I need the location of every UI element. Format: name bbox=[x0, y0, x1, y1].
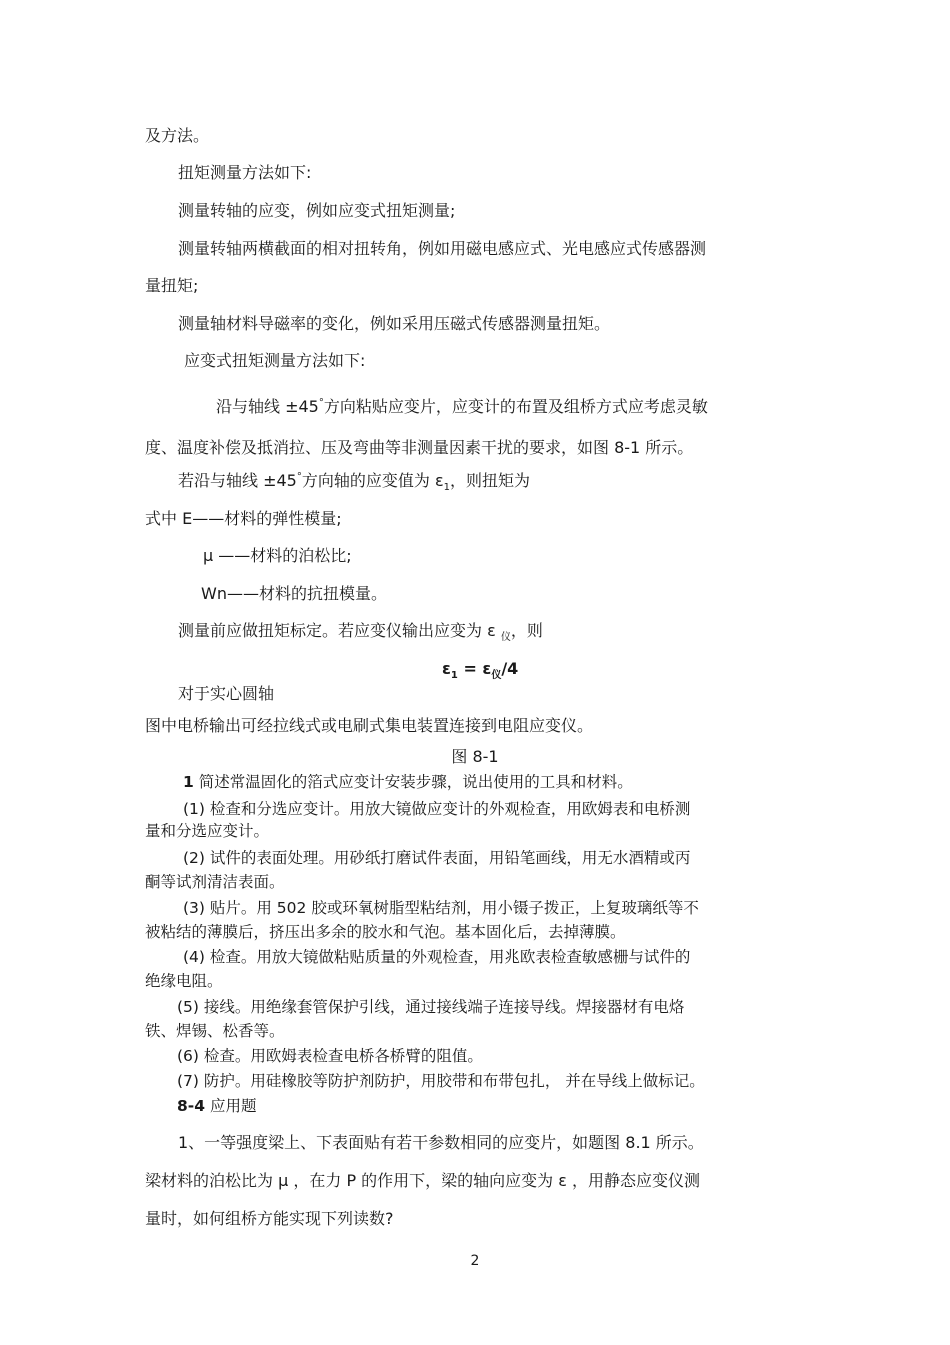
section-title: 应用题 bbox=[205, 1097, 257, 1115]
text-line: 测量转轴两横截面的相对扭转角，例如用磁电感应式、光电感应式传感器测 bbox=[178, 239, 707, 258]
subscript: 仪 bbox=[491, 670, 502, 682]
question-text: 简述常温固化的箔式应变计安装步骤，说出使用的工具和材料。 bbox=[193, 773, 633, 791]
question-heading bbox=[183, 772, 633, 792]
equation-part: ε bbox=[442, 659, 451, 678]
text-line: 梁材料的泊松比为 μ ，在力 P 的作用下，梁的轴向应变为 ε ，用静态应变仪测 bbox=[145, 1171, 700, 1190]
text-line: 度、温度补偿及抵消拉、压及弯曲等非测量因素干扰的要求，如图 8-1 所示。 bbox=[145, 438, 694, 457]
degree-symbol: ° bbox=[296, 471, 302, 483]
text-line: 式中 E——材料的弹性模量; bbox=[145, 509, 342, 528]
equation bbox=[442, 659, 519, 682]
text-line bbox=[216, 397, 708, 417]
step-line: (6) 检查。用欧姆表检查电桥各桥臂的阻值。 bbox=[177, 1047, 483, 1065]
text-run: 测量前应做扭矩标定。若应变仪输出应变为 ε bbox=[178, 621, 501, 640]
text-run: 方向轴的应变值为 ε bbox=[301, 471, 444, 490]
section-number: 8-4 bbox=[177, 1097, 206, 1115]
step-line: 量和分选应变计。 bbox=[145, 822, 270, 840]
text-line: 量时，如何组桥方能实现下列读数? bbox=[145, 1209, 394, 1228]
step-line: 酮等试剂清洁表面。 bbox=[145, 873, 285, 891]
text-line: Wn——材料的抗扭模量。 bbox=[201, 584, 387, 603]
text-run: 方向粘贴应变片，应变计的布置及组桥方式应考虑灵敏 bbox=[323, 397, 708, 416]
step-line: (2) 试件的表面处理。用砂纸打磨试件表面，用铅笔画线，用无水酒精或丙 bbox=[183, 849, 691, 867]
step-line: (3) 贴片。用 502 胶或环氧树脂型粘结剂，用小镊子拨正，上复玻璃纸等不 bbox=[183, 899, 699, 917]
text-line bbox=[178, 621, 543, 644]
text-line: 对于实心圆轴 bbox=[178, 684, 275, 703]
figure-caption: 图 8-1 bbox=[451, 747, 499, 766]
step-line: 绝缘电阻。 bbox=[145, 972, 223, 990]
step-line: 被粘结的薄膜后，挤压出多余的胶水和气泡。基本固化后，去掉薄膜。 bbox=[145, 923, 626, 941]
text-line: 测量轴材料导磁率的变化，例如采用压磁式传感器测量扭矩。 bbox=[178, 314, 611, 333]
equation-part: /4 bbox=[501, 659, 519, 678]
question-number: 1 bbox=[183, 773, 194, 791]
text-run: 沿与轴线 ±45 bbox=[216, 397, 319, 416]
text-line: 应变式扭矩测量方法如下: bbox=[184, 351, 366, 370]
step-line: (7) 防护。用硅橡胶等防护剂防护，用胶带和布带包扎， 并在导线上做标记。 bbox=[177, 1072, 705, 1090]
subscript: 1 bbox=[450, 670, 458, 682]
text-run: ，则 bbox=[510, 621, 543, 640]
step-line: (4) 检查。用放大镜做粘贴质量的外观检查，用兆欧表检查敏感栅与试件的 bbox=[183, 948, 691, 966]
text-line: 量扭矩; bbox=[145, 276, 199, 295]
step-line: (1) 检查和分选应变计。用放大镜做应变计的外观检查，用欧姆表和电桥测 bbox=[183, 800, 691, 818]
page-number: 2 bbox=[470, 1253, 480, 1269]
subscript: 仪 bbox=[500, 632, 511, 644]
step-line: (5) 接线。用绝缘套管保护引线，通过接线端子连接导线。焊接器材有电烙 bbox=[177, 998, 685, 1016]
equation-part: = ε bbox=[457, 659, 492, 678]
section-heading bbox=[177, 1096, 256, 1116]
step-line: 铁、焊锡、松香等。 bbox=[145, 1022, 285, 1040]
text-line: 及方法。 bbox=[145, 126, 210, 145]
subscript: 1 bbox=[443, 482, 450, 494]
text-run: ，则扭矩为 bbox=[449, 471, 530, 490]
text-line bbox=[178, 471, 530, 494]
text-line: 测量转轴的应变，例如应变式扭矩测量; bbox=[178, 201, 456, 220]
text-line: 扭矩测量方法如下: bbox=[178, 163, 312, 182]
text-run: 若沿与轴线 ±45 bbox=[178, 471, 297, 490]
text-line: 图中电桥输出可经拉线式或电刷式集电装置连接到电阻应变仪。 bbox=[145, 716, 594, 735]
text-line: 1、一等强度梁上、下表面贴有若干参数相同的应变片，如题图 8.1 所示。 bbox=[178, 1133, 704, 1152]
text-line: μ ——材料的泊松比; bbox=[203, 546, 352, 565]
degree-symbol: ° bbox=[318, 397, 324, 409]
